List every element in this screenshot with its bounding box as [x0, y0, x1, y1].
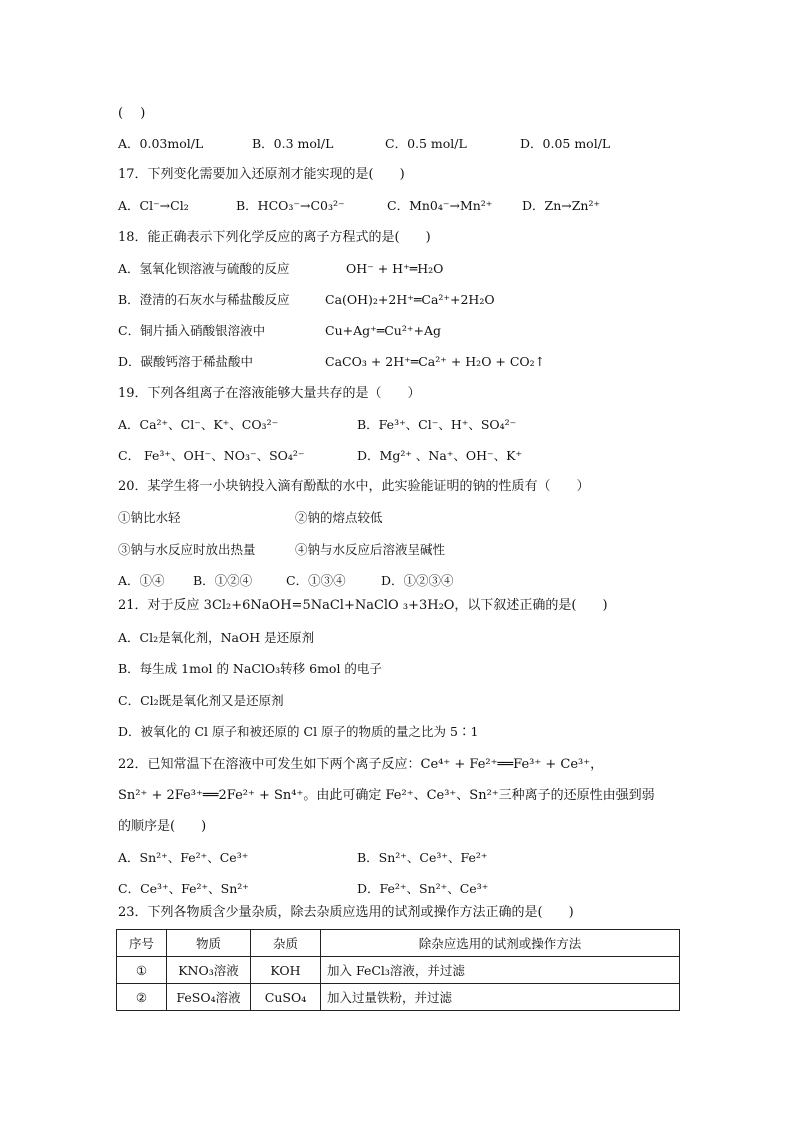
table-header-row: [117, 930, 680, 957]
q21-option-d: D．被氧化的 Cl 原子和被还原的 Cl 原子的物质的量之比为 5∶1: [118, 724, 479, 739]
q18-option-b-equation: Ca(OH)₂+2H⁺═Ca²⁺+2H₂O: [325, 292, 495, 307]
q18-stem: 18．能正确表示下列化学反应的离子方程式的是( ): [118, 230, 431, 245]
q16-option-d: D．0.05 mol/L: [520, 136, 611, 151]
q16-paren: ( ): [118, 106, 146, 121]
table-row: [117, 957, 680, 984]
q19-option-b: B．Fe³⁺、Cl⁻、H⁺、SO₄²⁻: [357, 417, 517, 432]
table-row: [117, 984, 680, 1011]
q22-option-d: D．Fe²⁺、Sn²⁺、Ce³⁺: [357, 881, 489, 896]
q20-stem: 20．某学生将一小块钠投入滴有酚酞的水中，此实验能证明的钠的性质有（ ）: [118, 479, 590, 494]
q20-item-1: ①钠比水轻: [118, 510, 181, 525]
table-header-cell: 杂质: [251, 930, 321, 957]
impurity-table: [116, 929, 680, 1011]
q19-option-a: A．Ca²⁺、Cl⁻、K⁺、CO₃²⁻: [118, 417, 279, 432]
q19-stem: 19．下列各组离子在溶液能够大量共存的是（ ）: [118, 386, 421, 401]
table-cell: ①: [117, 957, 167, 984]
q21-option-b: B．每生成 1mol 的 NaClO₃转移 6mol 的电子: [118, 661, 382, 676]
q20-option-b: B．①②④: [193, 573, 253, 588]
q19-option-d: D．Mg²⁺ 、Na⁺、OH⁻、K⁺: [357, 448, 523, 463]
q16-option-b: B．0.3 mol/L: [252, 136, 334, 151]
q19-option-c: C． Fe³⁺、OH⁻、NO₃⁻、SO₄²⁻: [118, 448, 305, 463]
q17-stem: 17．下列变化需要加入还原剂才能实现的是( ): [118, 167, 405, 182]
q21-option-a: A．Cl₂是氧化剂，NaOH 是还原剂: [118, 630, 315, 645]
q17-option-d: D．Zn→Zn²⁺: [522, 198, 601, 213]
q22-stem-line3: 的顺序是( ): [118, 819, 207, 834]
q22-stem-line2: Sn²⁺ + 2Fe³⁺══2Fe²⁺ + Sn⁴⁺。由此可确定 Fe²⁺、Ce³⁺、Sn²⁺三种离子的还原性由强到弱: [118, 788, 655, 803]
q16-option-c: C．0.5 mol/L: [385, 136, 467, 151]
q20-item-2: ②钠的熔点较低: [295, 510, 383, 525]
table-header-cell: 除杂应选用的试剂或操作方法: [321, 930, 680, 957]
q20-item-4: ④钠与水反应后溶液呈碱性: [295, 542, 446, 557]
q21-stem: 21．对于反应 3Cl₂+6NaOH=5NaCl+NaClO ₃+3H₂O，以下叙述正确的是( ): [118, 598, 608, 613]
q20-option-a: A．①④: [118, 573, 165, 588]
q18-option-b-label: B．澄清的石灰水与稀盐酸反应: [118, 292, 290, 307]
q18-option-c-equation: Cu+Ag⁺═Cu²⁺+Ag: [325, 323, 441, 338]
q23-stem: 23．下列各物质含少量杂质，除去杂质应选用的试剂或操作方法正确的是( ): [118, 905, 574, 920]
table-header-cell: 物质: [167, 930, 251, 957]
table-cell: CuSO₄: [251, 984, 321, 1011]
table-header-cell: 序号: [117, 930, 167, 957]
q18-option-d-label: D．碳酸钙溶于稀盐酸中: [118, 354, 254, 369]
q20-item-3: ③钠与水反应时放出热量: [118, 542, 256, 557]
table-cell: KNO₃溶液: [167, 957, 251, 984]
q16-option-a: A．0.03mol/L: [118, 136, 204, 151]
q18-option-a-label: A．氢氧化钡溶液与硫酸的反应: [118, 261, 290, 276]
q17-option-c: C．Mn0₄⁻→Mn²⁺: [387, 198, 493, 213]
q22-option-a: A．Sn²⁺、Fe²⁺、Ce³⁺: [118, 850, 249, 865]
q22-stem-line1: 22．已知常温下在溶液中可发生如下两个离子反应：Ce⁴⁺ + Fe²⁺══Fe³⁺ + Ce³⁺，: [118, 757, 604, 772]
table-cell: 加入过量铁粉，并过滤: [321, 984, 680, 1011]
q22-option-c: C．Ce³⁺、Fe²⁺、Sn²⁺: [118, 881, 249, 896]
table-cell: KOH: [251, 957, 321, 984]
q20-option-c: C．①③④: [286, 573, 346, 588]
q20-option-d: D．①②③④: [381, 573, 454, 588]
q18-option-d-equation: CaCO₃ + 2H⁺═Ca²⁺ + H₂O + CO₂↑: [325, 354, 546, 369]
q17-option-b: B．HCO₃⁻→C0₃²⁻: [236, 198, 345, 213]
table-cell: FeSO₄溶液: [167, 984, 251, 1011]
q17-option-a: A．Cl⁻→Cl₂: [118, 198, 189, 213]
q21-option-c: C．Cl₂既是氧化剂又是还原剂: [118, 693, 284, 708]
q22-option-b: B．Sn²⁺、Ce³⁺、Fe²⁺: [357, 850, 488, 865]
q18-option-c-label: C．铜片插入硝酸银溶液中: [118, 323, 266, 338]
table-cell: 加入 FeCl₃溶液，并过滤: [321, 957, 680, 984]
q18-option-a-equation: OH⁻ + H⁺═H₂O: [346, 261, 444, 276]
table-cell: ②: [117, 984, 167, 1011]
